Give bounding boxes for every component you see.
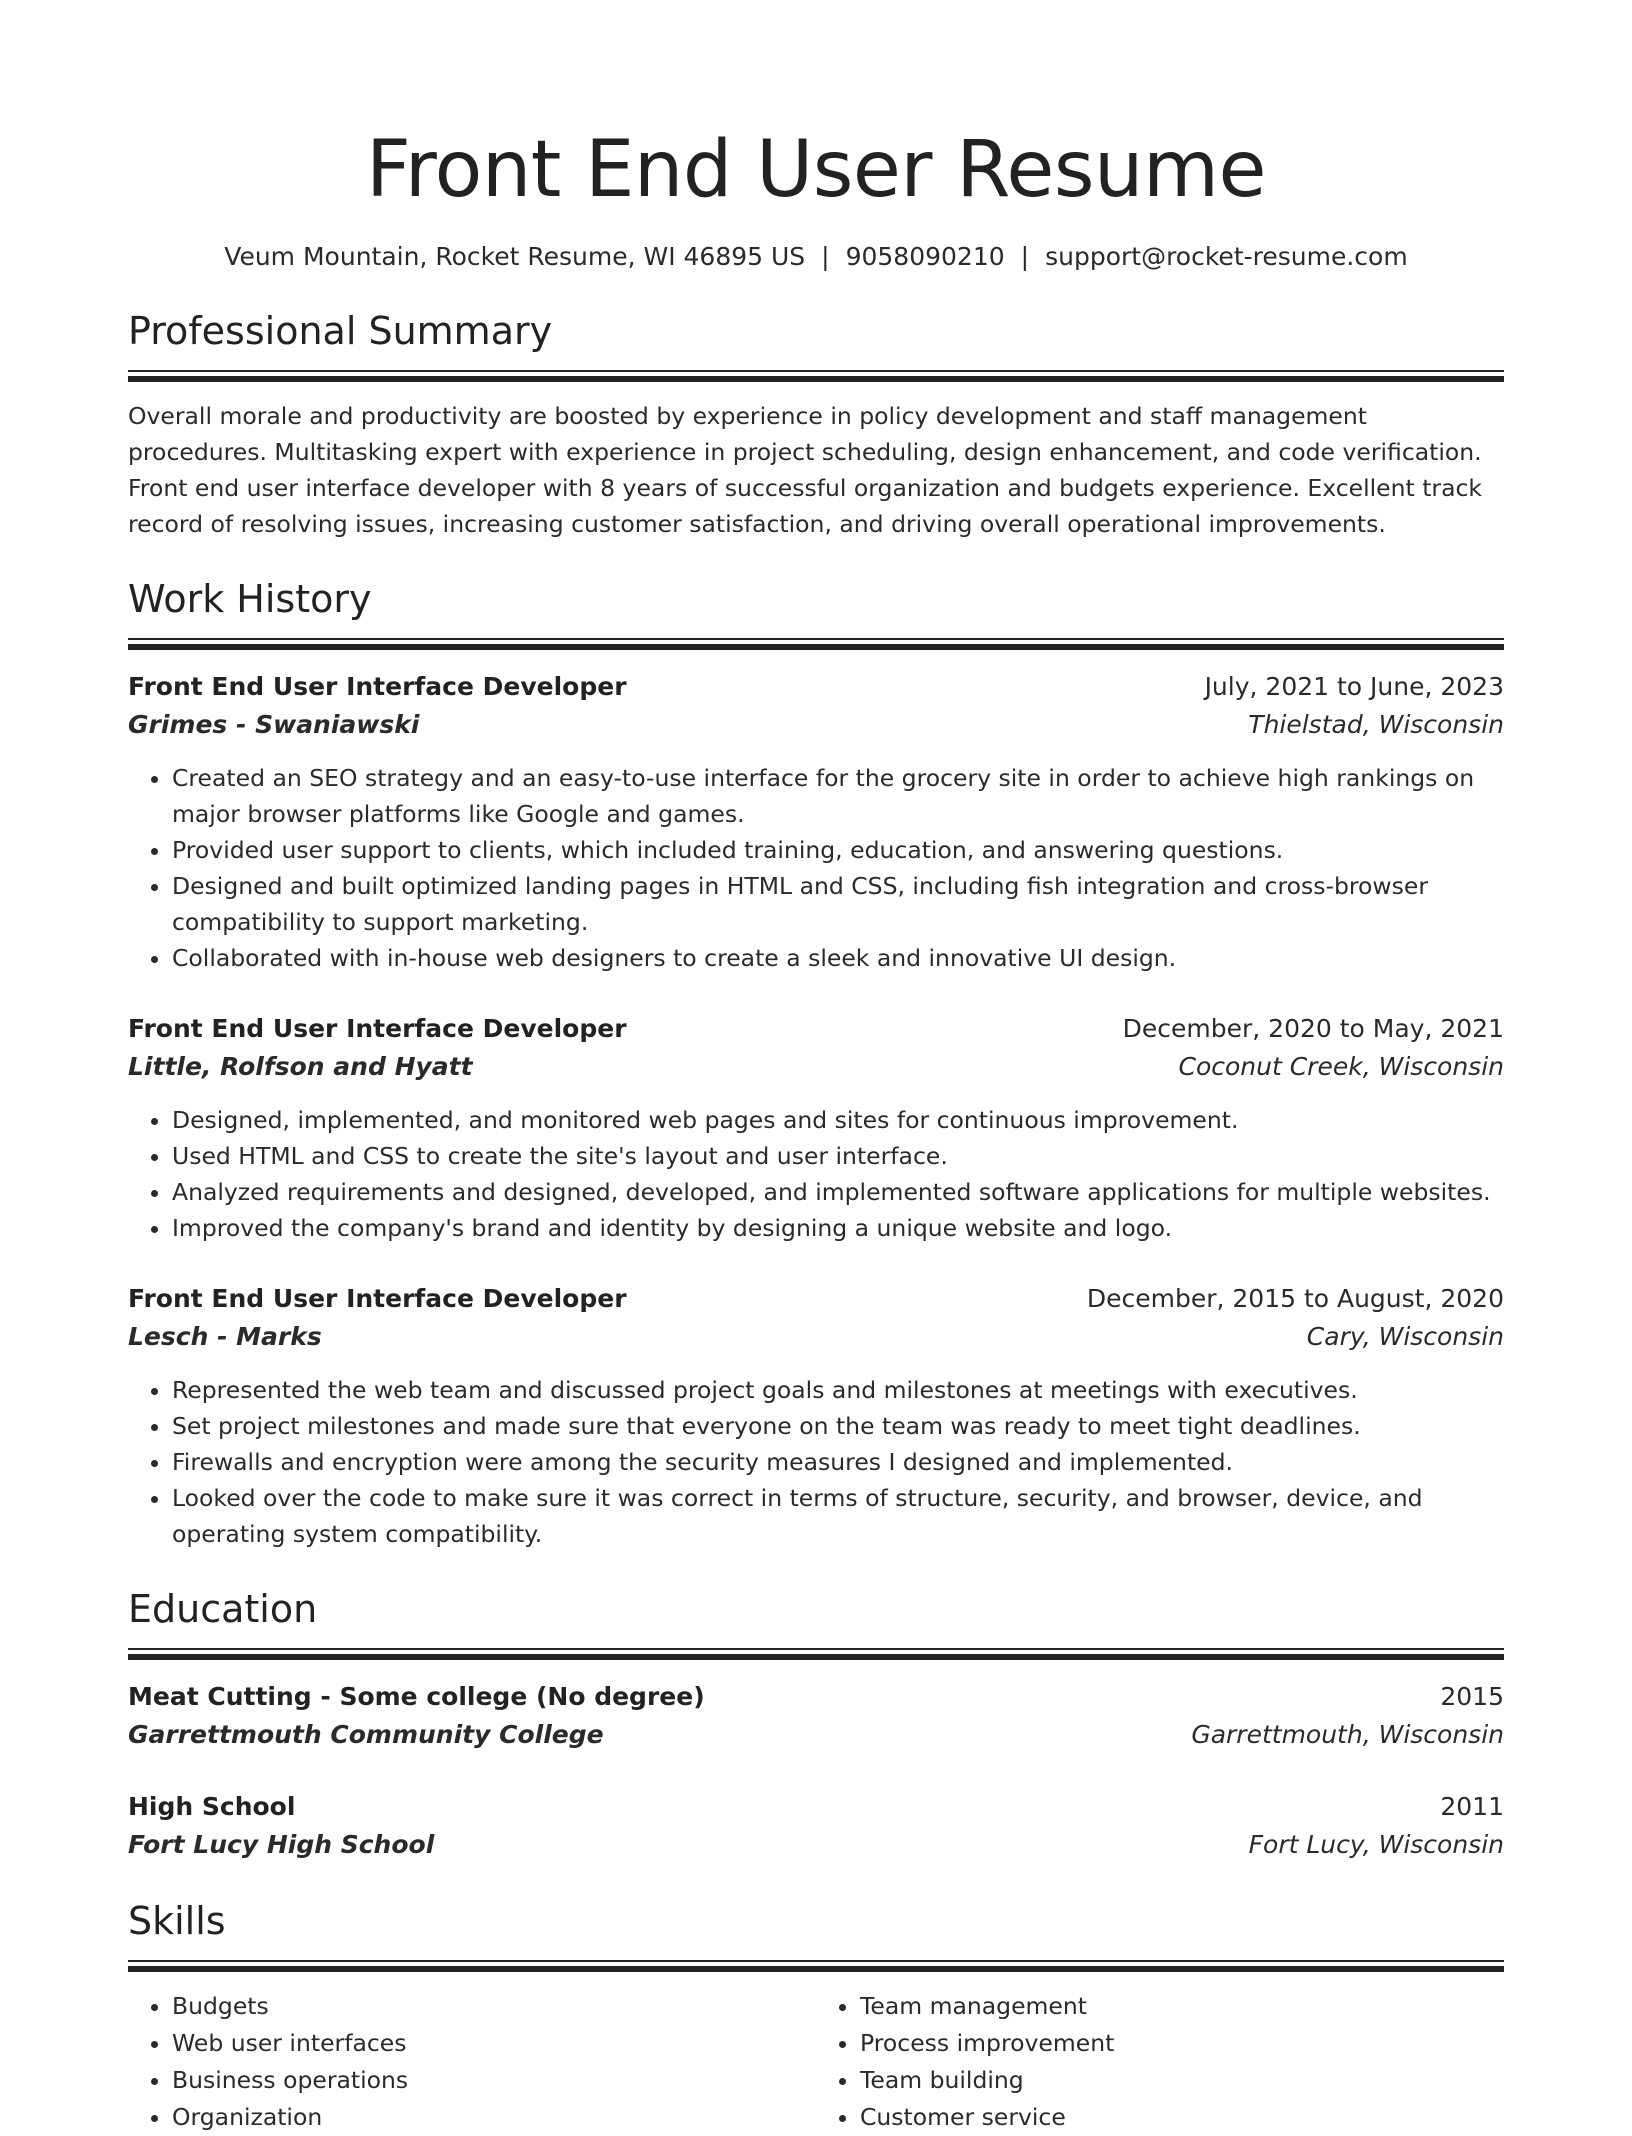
job-company: Grimes - Swaniawski (128, 710, 420, 739)
education-school: Fort Lucy High School (128, 1830, 435, 1859)
education-year: 2015 (1440, 1682, 1504, 1711)
section-title-work-history: Work History (128, 577, 372, 621)
section-title-summary: Professional Summary (128, 309, 553, 353)
skill-item: • Team building (860, 2062, 1504, 2099)
job-role: Front End User Interface Developer (128, 672, 627, 701)
job-dates: December, 2015 to August, 2020 (1086, 1284, 1504, 1313)
job-bullets (128, 1372, 1504, 1552)
contact-email: support@rocket-resume.com (1045, 242, 1408, 271)
contact-separator: | (1020, 242, 1030, 271)
job-bullet: • Provided user support to clients, which included training, education, and answering questions. (172, 832, 1504, 868)
job-bullet: • Set project milestones and made sure that everyone on the team was ready to meet tight deadlines. (172, 1408, 1504, 1444)
education-section (128, 1586, 1504, 1864)
skills-list-right (816, 1988, 1504, 2136)
job-bullet: • Firewalls and encryption were among the security measures I designed and implemented. (172, 1444, 1504, 1480)
skill-item: • Customer service (860, 2099, 1504, 2136)
job-role: Front End User Interface Developer (128, 1284, 627, 1313)
job-bullet: • Represented the web team and discussed project goals and milestones at meetings with executives. (172, 1372, 1504, 1408)
section-title-education: Education (128, 1587, 318, 1631)
education-degree: High School (128, 1792, 296, 1821)
job-company: Lesch - Marks (128, 1322, 322, 1351)
education-entry (128, 1678, 1504, 1754)
skill-item: • Organization (172, 2099, 816, 2136)
job-bullet: • Collaborated with in-house web designers to create a sleek and innovative UI design. (172, 940, 1504, 976)
summary-text: Overall morale and productivity are boosted by experience in policy development and staff management procedures. Multitasking expert with experience in project scheduling, design enhancement, and code verification. Front end user interface developer with 8 years of successful organization and budgets experience. Excellent track record of resolving issues, increasing customer satisfaction, and driving overall operational improvements. (128, 402, 1483, 538)
summary-section (128, 308, 1504, 542)
contact-line (128, 240, 1504, 274)
job-location: Cary, Wisconsin (1306, 1322, 1504, 1351)
education-year: 2011 (1440, 1792, 1504, 1821)
skill-item: • Web user interfaces (172, 2025, 816, 2062)
skills-section (128, 1898, 1504, 2136)
job-bullet: • Designed and built optimized landing pages in HTML and CSS, including fish integration and cross-browser compatibility to support marketing. (172, 868, 1504, 940)
job-entry (128, 668, 1504, 976)
education-location: Fort Lucy, Wisconsin (1248, 1830, 1504, 1859)
skill-item: • Team management (860, 1988, 1504, 2025)
job-bullet: • Used HTML and CSS to create the site's layout and user interface. (172, 1138, 1504, 1174)
work-history-section (128, 576, 1504, 1552)
contact-address: Veum Mountain, Rocket Resume, WI 46895 US (224, 242, 806, 271)
education-entry (128, 1788, 1504, 1864)
section-divider (128, 1960, 1504, 1972)
job-bullets (128, 1102, 1504, 1246)
education-school: Garrettmouth Community College (128, 1720, 604, 1749)
contact-phone: 9058090210 (845, 242, 1005, 271)
job-dates: December, 2020 to May, 2021 (1122, 1014, 1504, 1043)
job-location: Thielstad, Wisconsin (1248, 710, 1504, 739)
job-entry (128, 1010, 1504, 1246)
job-dates: July, 2021 to June, 2023 (1204, 672, 1504, 701)
skill-item: • Budgets (172, 1988, 816, 2025)
job-location: Coconut Creek, Wisconsin (1178, 1052, 1504, 1081)
job-bullets (128, 760, 1504, 976)
education-location: Garrettmouth, Wisconsin (1191, 1720, 1504, 1749)
section-divider (128, 1648, 1504, 1660)
job-bullet: • Looked over the code to make sure it was correct in terms of structure, security, and browser, device, and operating system compatibility. (172, 1480, 1504, 1552)
skill-item: • Business operations (172, 2062, 816, 2099)
job-entry (128, 1280, 1504, 1552)
contact-separator: | (821, 242, 830, 271)
job-bullet: • Analyzed requirements and designed, developed, and implemented software applications for multiple websites. (172, 1174, 1504, 1210)
skill-item: • Process improvement (860, 2025, 1504, 2062)
job-company: Little, Rolfson and Hyatt (128, 1052, 473, 1081)
section-title-skills: Skills (128, 1899, 226, 1943)
education-degree: Meat Cutting - Some college (No degree) (128, 1682, 705, 1711)
section-divider (128, 370, 1504, 382)
resume-name: Front End User Resume (366, 125, 1266, 215)
section-divider (128, 638, 1504, 650)
job-bullet: • Created an SEO strategy and an easy-to-use interface for the grocery site in order to achieve high rankings on major browser platforms like Google and games. (172, 760, 1504, 832)
skills-list-left (128, 1988, 816, 2136)
job-role: Front End User Interface Developer (128, 1014, 627, 1043)
skills-columns (128, 1988, 1504, 2136)
job-bullet: • Designed, implemented, and monitored web pages and sites for continuous improvement. (172, 1102, 1504, 1138)
job-bullet: • Improved the company's brand and identity by designing a unique website and logo. (172, 1210, 1504, 1246)
